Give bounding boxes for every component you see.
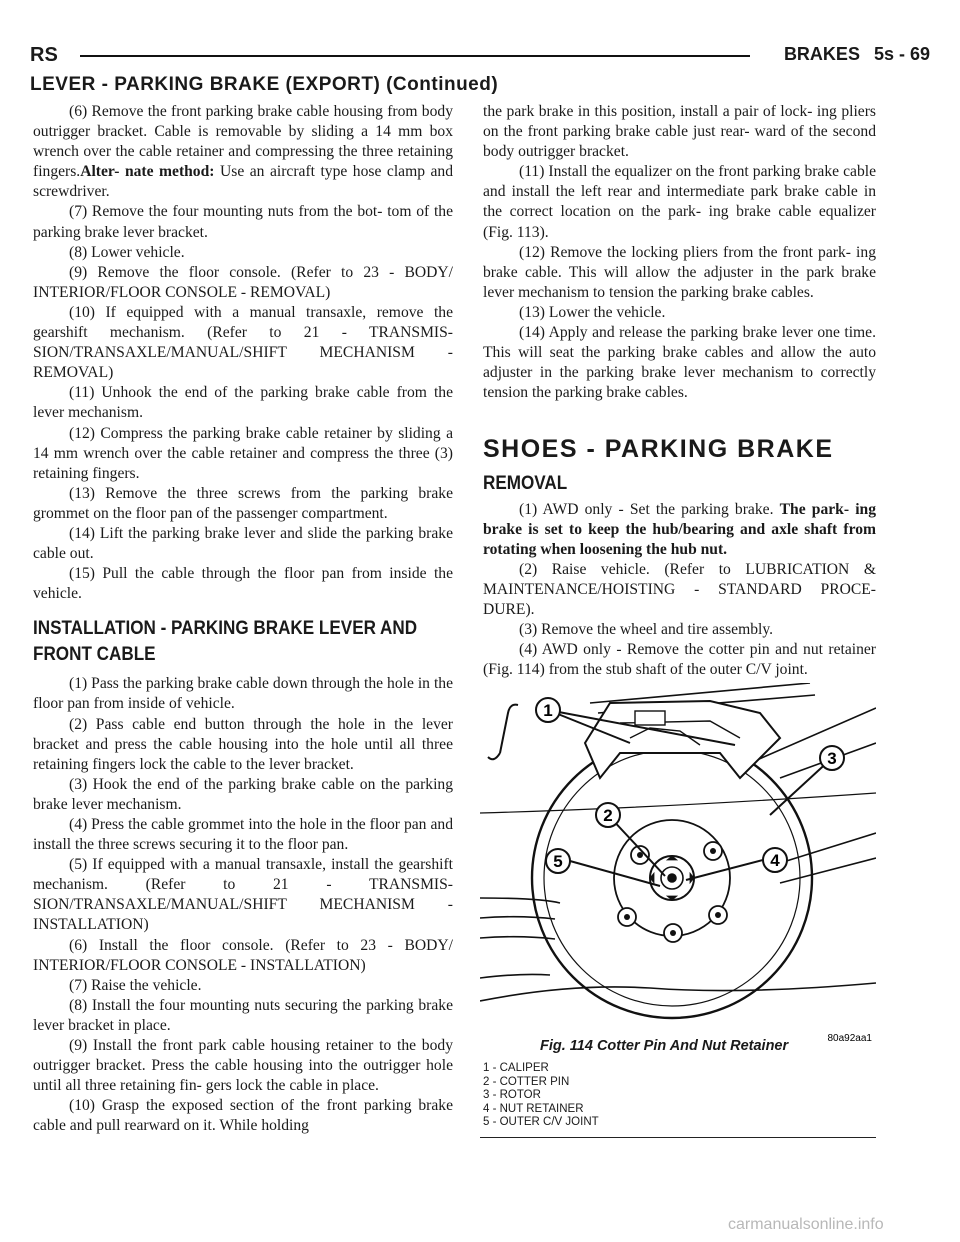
step-left-6: (6) Remove the front parking brake cable housing from body outrigger bracket. Cable is removable by sliding a 14 mm box wrench over the cable retainer and compressing the three retaining fingers.Alter- nate method: Use an aircraft type hose clamp and screwdriver. [33,103,454,201]
installation-heading: INSTALLATION - PARKING BRAKE LEVER AND FRONT CABLE [33,618,418,666]
step-left-7: (7) Remove the four mounting nuts from the bot- tom of the parking brake lever bracket. [33,203,453,241]
install-step-1: (1) Pass the parking brake cable down through the hole in the floor pan from inside of vehicle. [33,675,453,713]
right-column [483,102,876,680]
install-step-6: (6) Install the floor console. (Refer to 23 - BODY/ INTERIOR/FLOOR CONSOLE - INSTALLATION) [33,936,453,974]
step-left-13: (13) Remove the three screws from the parking brake grommet on the floor pan of the passenger compartment. [33,484,453,522]
step-left-11: (11) Unhook the end of the parking brake cable from the lever mechanism. [33,384,453,422]
legend-rule [480,1137,876,1138]
left-column [33,102,453,1137]
alt-method-label: Alter- nate method: [80,163,215,181]
callout-2: 2 [603,806,613,825]
install-step-3: (3) Hook the end of the parking brake cable on the parking brake lever mechanism. [33,775,453,813]
watermark: carmanualsonline.info [728,1216,884,1233]
step-left-14: (14) Lift the parking brake lever and slide the parking brake cable out. [33,524,453,563]
removal-step-2: (2) Raise vehicle. (Refer to LUBRICATION & MAINTENANCE/HOISTING - STANDARD PROCE- DURE). [483,560,876,619]
header-rule [80,55,750,57]
install-step-7: (7) Raise the vehicle. [69,976,202,994]
step-left-9: (9) Remove the floor console. (Refer to 23 - BODY/ INTERIOR/FLOOR CONSOLE - REMOVAL) [33,263,453,301]
install-step-2: (2) Pass cable end button through the hole in the lever bracket and press the cable housing into the hole until all three retaining fingers lock the cable to the lever bracket. [33,715,453,773]
header-section: BRAKES [783,44,860,64]
removal-step-1-warning: The park- ing brake is set to keep the hub/bearing and axle shaft from rotating when loosening the hub nut. [483,500,876,558]
figure-caption: Fig. 114 Cotter Pin And Nut Retainer [540,1038,789,1054]
step-right-11: (11) Install the equalizer on the front parking brake cable and install the left rear and intermediate park brake cable in the correct location on the park- ing brake cable equalizer (Fig. 113). [483,163,876,241]
callout-1: 1 [543,701,553,720]
install-step-9: (9) Install the front park cable housing retainer to the body outrigger bracket. Press the cable housing into the outrigger hole until all three retaining fin- gers lock the cable in place. [33,1037,453,1095]
alt-method-text: Use an aircraft type hose clamp and screwdriver. [33,163,454,201]
legend-item: 3 - ROTOR [483,1089,541,1102]
header-page-number: 5s - 69 [873,44,930,64]
continuation-text: the park brake in this position, install a pair of lock- ing pliers on the front parking brake cable just rear- ward of the second body outrigger bracket. [483,103,876,161]
step-right-13: (13) Lower the vehicle. [519,303,666,321]
install-step-5: (5) If equipped with a manual transaxle, install the gearshift mechanism. (Refer to 21 - TRANSMIS- SION/TRANSAXLE/MANUAL/SHIFT MECHANISM - INSTALLATION) [33,856,453,934]
page-header [30,40,930,70]
legend-item: 2 - COTTER PIN [483,1075,570,1088]
callout-5: 5 [553,852,563,871]
step-left-10: (10) If equipped with a manual transaxle, remove the gearshift mechanism. (Refer to 21 - TRANSMIS- SION/TRANSAXLE/MANUAL/SHIFT MECHANISM - REMOVAL) [33,303,453,382]
header-model: RS [30,44,58,66]
step-left-15: (15) Pull the cable through the floor pan from inside the vehicle. [33,565,453,603]
brake-assembly-drawing [480,683,876,1043]
install-step-10: (10) Grasp the exposed section of the front parking brake cable and pull rearward on it. While holding [33,1097,453,1135]
legend-item: 1 - CALIPER [483,1062,549,1074]
callout-3: 3 [827,749,837,768]
step-right-14: (14) Apply and release the parking brake lever one time. This will seat the parking brake cables and allow the auto adjuster in the parking brake lever mechanism to correctly tension the parking brake cables. [483,324,876,402]
figure-legend [483,1062,599,1130]
step-left-8: (8) Lower vehicle. [69,243,185,261]
step-right-12: (12) Remove the locking pliers from the front park- ing brake cable. This will allow the adjuster in the park brake lever mechanism to tension the parking brake cables. [483,243,876,301]
section-title: SHOES - PARKING BRAKE [483,435,834,464]
figure-114-illustration [480,683,876,1043]
header-right [784,44,930,65]
install-step-4: (4) Press the cable grommet into the hole in the floor pan and install the three screws securing it to the floor pan. [33,816,453,854]
removal-step-1: (1) AWD only - Set the parking brake. The park- ing brake is set to keep the hub/bearing and axle shaft from rotating when loosening the hub nut. [483,500,876,558]
install-step-8: (8) Install the four mounting nuts securing the parking brake lever bracket in place. [33,996,453,1034]
removal-heading: REMOVAL [483,472,568,494]
legend-item: 4 - NUT RETAINER [483,1102,584,1115]
figure-code: 80a92aa1 [827,1033,872,1043]
callout-4: 4 [770,851,780,870]
continued-title: LEVER - PARKING BRAKE (EXPORT) (Continued) [30,74,499,95]
removal-step-4: (4) AWD only - Remove the cotter pin and nut retainer (Fig. 114) from the stub shaft of the outer C/V joint. [483,641,876,679]
caliper-outline [585,701,780,778]
removal-step-3: (3) Remove the wheel and tire assembly. [519,621,774,639]
step-left-12: (12) Compress the parking brake cable retainer by sliding a 14 mm wrench over the cable retainer and compress the three (3) retaining fingers. [33,424,453,482]
legend-item: 5 - OUTER C/V JOINT [483,1116,599,1129]
